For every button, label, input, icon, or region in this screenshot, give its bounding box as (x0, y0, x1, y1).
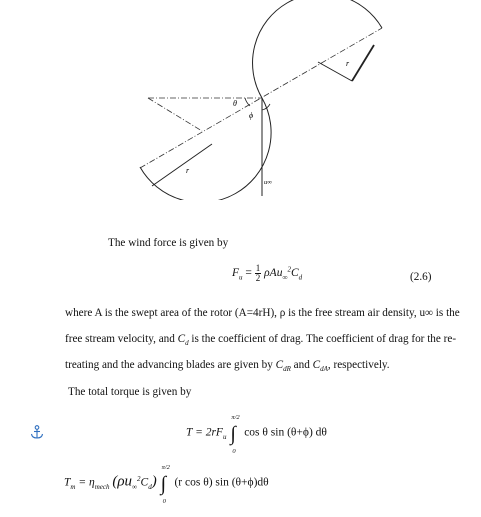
torque-equation: $T = 2rF_u$ π/2 ∫ 0 cos θ sin (θ+ϕ) dθ (186, 414, 327, 455)
label-r-left: r (186, 166, 190, 175)
paragraph-line-3: treating and the advancing blades are given by $C_{dR}$ and $C_{dA}$, respectively. (65, 359, 390, 374)
label-phi: ϕ (249, 111, 254, 120)
torque-intro: The total torque is given by (68, 386, 192, 398)
rotor-diagram (0, 0, 481, 200)
paragraph-line-2: free stream velocity, and $C_d$ is the coefficient of drag. The coefficient of drag for the re- (65, 333, 457, 348)
label-r-right: r (346, 59, 350, 68)
label-theta: θ (233, 99, 237, 108)
mechanical-torque-equation: $T_m = \eta_{mech}$ $(\rho u_\infty^2C_d)$ π/2 ∫ 0 (r cos θ) sin (θ+ϕ)dθ (64, 464, 269, 505)
equation-2-6: $F_u$ = $\frac{1}{2}$ $\rho Au_\infty^2C_d$ (232, 263, 303, 283)
equation-number: (2.6) (410, 271, 432, 283)
left-radius-line (148, 98, 202, 131)
wind-force-intro: The wind force is given by (108, 237, 229, 249)
left-radius-dimension (152, 144, 212, 186)
advancing-blade (253, 0, 382, 98)
label-u-infinity: u∞ (264, 179, 272, 186)
anchor-icon[interactable] (30, 425, 44, 440)
paragraph-line-1: where A is the swept area of the rotor (A=4rH), ρ is the free stream air density, u∞ is the (65, 307, 460, 319)
